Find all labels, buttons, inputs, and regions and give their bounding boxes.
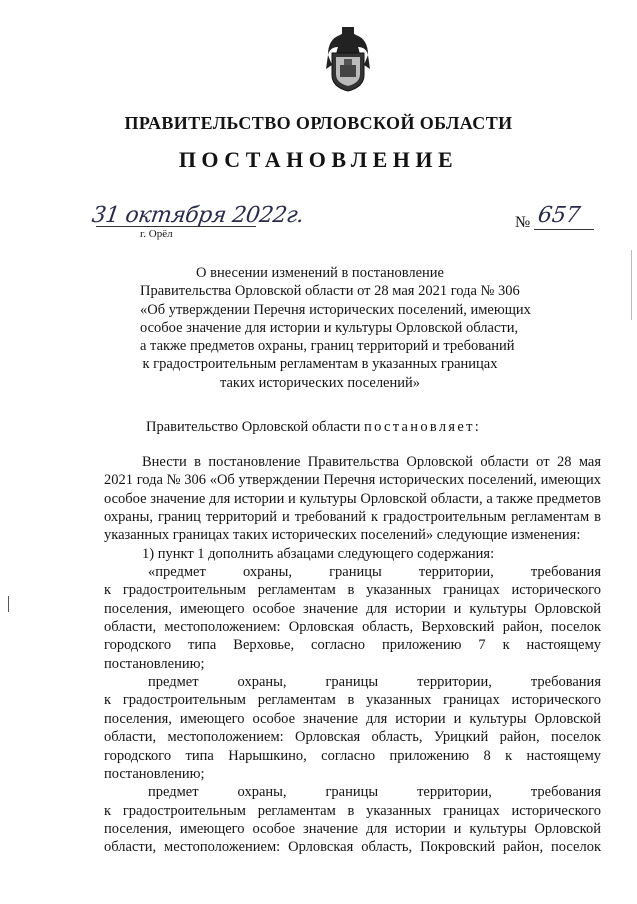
title-line: таких исторических поселений»	[219, 374, 421, 391]
paragraph-3-head: предмет охраны, границы территории, требования	[148, 784, 601, 801]
government-name: ПРАВИТЕЛЬСТВО ОРЛОВСКОЙ ОБЛАСТИ	[124, 113, 513, 133]
title-line: а также предметов охраны, границ территорий и требований	[140, 338, 515, 355]
date-underline	[96, 226, 256, 227]
paragraph-1-head: «предмет охраны, границы территории, требования	[148, 564, 601, 581]
document-body	[104, 453, 601, 857]
title-line: Правительства Орловской области от 28 мая 2021 года № 306	[140, 283, 520, 300]
preamble-verb: постановляет:	[364, 419, 482, 435]
number-label: №	[515, 214, 531, 231]
intro-paragraph: Внести в постановление Правительства Орловской области от 28 мая 2021 года № 306 «Об утверждении Перечня исторических поселений, имеющих особое значение для истории и культуры Орловской области, а также предметов охраны, границ территорий и требований к градостроительным регламентам в указанных границах таких исторических поселений» следующие изменения:	[104, 454, 601, 544]
handwritten-number: 657	[536, 203, 582, 228]
number-underline	[534, 229, 594, 230]
paragraph-1-rest: к градостроительным регламентам в указанных границах исторического поселения, имеющего особое значение для истории и культуры Орловской области, местоположением: Орловская область, Верховский район, поселок городского типа Верховье, согласно приложению 7 к настоящему постановлению;	[104, 582, 601, 672]
title-line: О внесении изменений в постановление	[196, 265, 444, 281]
document-title	[140, 264, 531, 392]
scan-mark	[8, 596, 9, 612]
handwritten-date: 31 октября 2022г.	[90, 203, 306, 228]
title-line: особое значение для истории и культуры Орловской области,	[140, 319, 519, 336]
title-line: «Об утверждении Перечня исторических поселений, имеющих	[140, 301, 531, 318]
document-type: ПОСТАНОВЛЕНИЕ	[178, 147, 459, 172]
city: г. Орёл	[140, 228, 173, 240]
item-1: 1) пункт 1 дополнить абзацами следующего содержания:	[142, 545, 495, 562]
coat-of-arms-icon	[322, 25, 374, 93]
scan-edge-mark	[631, 250, 632, 320]
paragraph-2-rest: к градостроительным регламентам в указанных границах исторического поселения, имеющего особое значение для истории и культуры Орловской области, местоположением: Орловская область, Урицкий район, поселок городского типа Нарышкино, согласно приложению 8 к настоящему постановлению;	[104, 692, 601, 782]
paragraph-3-rest: к градостроительным регламентам в указанных границах исторического поселения, имеющего особое значение для истории и культуры Орловской области, местоположением: Орловская область, Покровский район, поселок	[104, 802, 601, 856]
preamble-lead: Правительство Орловской области	[146, 419, 365, 435]
title-line: к градостроительным регламентам в указанных границах	[142, 356, 498, 373]
preamble	[146, 419, 481, 436]
paragraph-2-head: предмет охраны, границы территории, требования	[148, 674, 601, 691]
